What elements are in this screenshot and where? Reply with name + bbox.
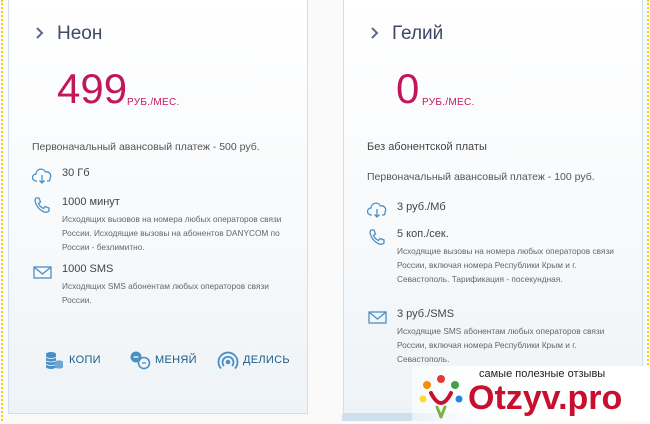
feature-description: Исходящие SMS абонентам любых операторов связи России, включая номера Республики Крым и г. Севастополь. [397, 326, 605, 364]
watermark-brand: Otzyv.pro [468, 379, 623, 417]
feature-description: Исходящих вызовов на номера любых операторов связи России. Исходящие вызовы на абонентов DANYCOM по России - безлимитно. [62, 214, 282, 252]
feature-title: 30 Гб [62, 167, 90, 179]
plan-name: Неон [57, 23, 103, 44]
otzyv-logo-icon [417, 373, 465, 419]
feature-title: 5 коп./сек. [397, 228, 449, 240]
plan-price: 0 [396, 65, 420, 112]
info-line: Без абонентской платы [367, 141, 487, 153]
frame-dotted-border-left [1, 0, 3, 421]
share-signal-icon [217, 350, 239, 370]
cloud-download-icon [367, 201, 389, 219]
feature-title: 3 руб./Мб [397, 201, 446, 213]
plan-price: 499 [57, 65, 128, 112]
plan-name: Гелий [392, 23, 444, 44]
feature-description: Исходящие вызовы на номера любых операторов связи России, включая номера Республики Крым и г. Севастополь. Тарификация - посекундная. [397, 246, 614, 284]
plan-title[interactable] [35, 23, 102, 45]
feature-title: 1000 SMS [62, 263, 114, 275]
chevron-right-icon [370, 26, 384, 42]
chevron-right-icon [35, 26, 49, 42]
exchange-icon [129, 350, 151, 370]
feature-title: 3 руб./SMS [397, 308, 455, 320]
frame-dotted-border-right [647, 0, 649, 421]
coins-icon [43, 350, 65, 370]
phone-icon [367, 228, 389, 246]
plan-actions [43, 350, 307, 372]
phone-icon [32, 196, 54, 214]
price-unit: РУБ./МЕС. [127, 97, 180, 108]
plan-card-helium [343, 0, 643, 414]
action-label: КОПИ [69, 354, 101, 366]
envelope-icon [32, 263, 54, 281]
feature-description: Исходящих SMS абонентам любых операторов связи России. [62, 281, 269, 305]
cloud-download-icon [32, 167, 54, 185]
feature-title: 1000 минут [62, 196, 120, 208]
price-unit: РУБ./МЕС. [422, 97, 475, 108]
action-label: МЕНЯЙ [155, 354, 197, 366]
info-line: Первоначальный авансовый платеж - 100 руб. [367, 171, 595, 183]
info-line: Первоначальный авансовый платеж - 500 руб. [32, 141, 260, 153]
watermark-tagline: самые полезные отзывы [479, 368, 606, 380]
envelope-icon [367, 308, 389, 326]
plan-title[interactable] [370, 23, 443, 45]
action-label: ДЕЛИСЬ [243, 354, 290, 366]
plan-card-neon [8, 0, 308, 414]
